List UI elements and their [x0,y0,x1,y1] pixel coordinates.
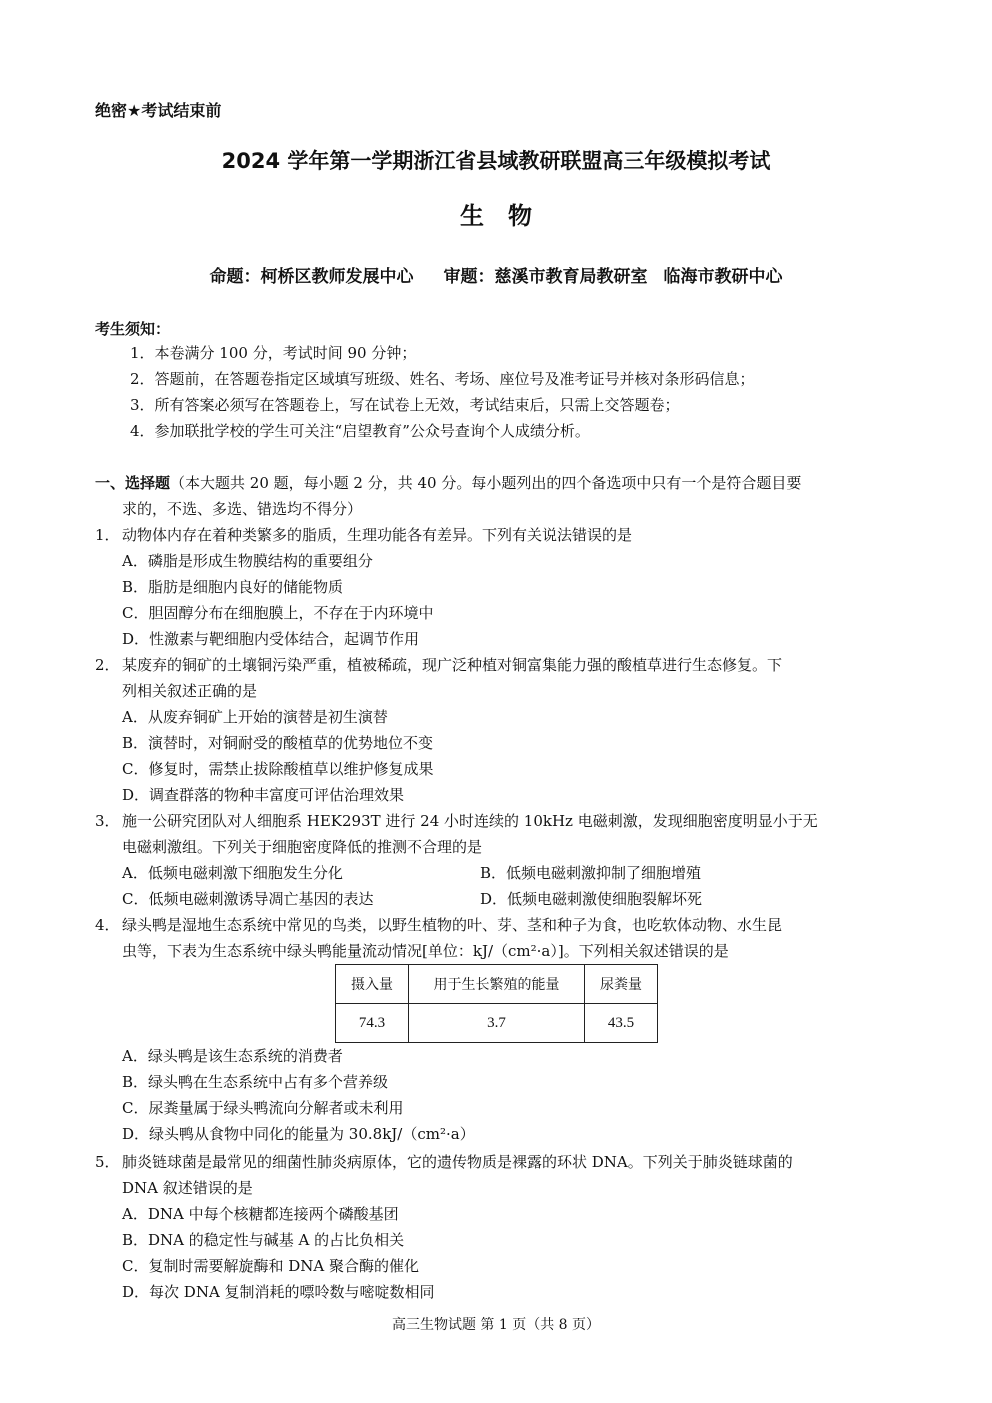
option-d: D．低频电磁刺激使细胞裂解坏死 [480,890,703,908]
notice-item: 1．本卷满分 100 分，考试时间 90 分钟； [130,344,417,362]
option-a: A．DNA 中每个核糖都连接两个磷酸基团 [122,1205,399,1223]
question-stem-cont: 列相关叙述正确的是 [122,682,258,700]
option-c: C．胆固醇分布在细胞膜上，不存在于内环境中 [122,604,434,622]
question-number: 4． [95,916,120,934]
section-label: 一、选择题 [95,474,171,492]
question-stem-cont: DNA 叙述错误的是 [122,1179,253,1197]
section-heading [95,470,801,496]
question-stem: 施一公研究团队对人细胞系 HEK293T 进行 24 小时连续的 10kHz 电磁刺激，发现细胞密度明显小于无 [122,812,818,830]
option-d: D．调查群落的物种丰富度可评估治理效果 [122,786,405,804]
notice-item: 3．所有答案必须写在答题卷上，写在试卷上无效，考试结束后，只需上交答题卷； [130,396,680,414]
question-2 [95,652,905,678]
question-1 [95,522,905,548]
confidential-mark: 绝密★考试结束前 [95,101,222,120]
reviewer: 审题：慈溪市教育局教研室 [443,267,648,287]
notice-item: 4．参加联批学校的学生可关注“启望教育”公众号查询个人成绩分析。 [130,422,590,440]
option-a: A．低频电磁刺激下细胞发生分化 [122,864,343,882]
option-c: C．低频电磁刺激诱导凋亡基因的表达 [122,890,374,908]
header-growth-energy: 用于生长繁殖的能量 [409,965,585,1004]
question-stem-cont: 虫等，下表为生态系统中绿头鸭能量流动情况[单位：kJ/（cm²·a）]。下列相关叙述错误的是 [122,942,729,960]
header-intake: 摄入量 [336,965,409,1004]
option-c: C．复制时需要解旋酶和 DNA 聚合酶的催化 [122,1257,419,1275]
energy-flow-table [335,964,658,1043]
question-stem-cont: 电磁刺激组。下列关于细胞密度降低的推测不合理的是 [122,838,483,856]
notice-heading: 考生须知： [95,320,171,338]
reviewer-2: 临海市教研中心 [663,267,783,287]
question-stem: 动物体内存在着种类繁多的脂质，生理功能各有差异。下列有关说法错误的是 [122,526,633,544]
question-5 [95,1149,905,1175]
subject-title: 生物 [460,202,556,230]
option-a: A．磷脂是形成生物膜结构的重要组分 [122,552,373,570]
question-stem: 某废弃的铜矿的土壤铜污染严重，植被稀疏，现广泛种植对铜富集能力强的酸植草进行生态修复。下 [122,656,783,674]
section-desc: （本大题共 20 题，每小题 2 分，共 40 分。每小题列出的四个备选项中只有一个是符合题目要 [170,474,802,492]
question-4 [95,912,905,938]
option-b: B．脂肪是细胞内良好的储能物质 [122,578,344,596]
option-a: A．从废弃铜矿上开始的演替是初生演替 [122,708,388,726]
option-d: D．每次 DNA 复制消耗的嘌呤数与嘧啶数相同 [122,1283,435,1301]
setter: 命题：柯桥区教师发展中心 [209,267,414,287]
question-number: 5． [95,1153,120,1171]
header-excreta: 尿粪量 [585,965,658,1004]
value-growth-energy: 3.7 [409,1004,585,1043]
question-number: 1． [95,526,120,544]
notice-item: 2．答题前，在答题卷指定区域填写班级、姓名、考场、座位号及准考证号并核对条形码信息； [130,370,755,388]
table-header-row [336,965,658,1004]
question-number: 3． [95,812,120,830]
question-3 [95,808,905,834]
question-stem: 肺炎链球菌是最常见的细菌性肺炎病原体，它的遗传物质是裸露的环状 DNA。下列关于肺炎链球菌的 [122,1153,793,1171]
table-row [336,1004,658,1043]
value-excreta: 43.5 [585,1004,658,1043]
value-intake: 74.3 [336,1004,409,1043]
page-footer: 高三生物试题 第 1 页（共 8 页） [391,1317,601,1333]
option-b: B．绿头鸭在生态系统中占有多个营养级 [122,1073,389,1091]
question-number: 2． [95,656,120,674]
option-c: C．尿粪量属于绿头鸭流向分解者或未利用 [122,1099,404,1117]
option-a: A．绿头鸭是该生态系统的消费者 [122,1047,343,1065]
credits-line [0,262,992,287]
option-b: B．低频电磁刺激抑制了细胞增殖 [480,864,702,882]
option-d: D．性激素与靶细胞内受体结合，起调节作用 [122,630,420,648]
option-b: B．演替时，对铜耐受的酸植草的优势地位不变 [122,734,434,752]
option-d: D．绿头鸭从食物中同化的能量为 30.8kJ/（cm²·a） [122,1125,475,1143]
section-desc-cont: 求的，不选、多选、错选均不得分） [122,500,363,518]
exam-title: 2024 学年第一学期浙江省县域教研联盟高三年级模拟考试 [221,149,771,173]
option-b: B．DNA 的稳定性与碱基 A 的占比负相关 [122,1231,405,1249]
question-stem: 绿头鸭是湿地生态系统中常见的鸟类，以野生植物的叶、芽、茎和种子为食，也吃软体动物、水生昆 [122,916,783,934]
option-c: C．修复时，需禁止拔除酸植草以维护修复成果 [122,760,434,778]
